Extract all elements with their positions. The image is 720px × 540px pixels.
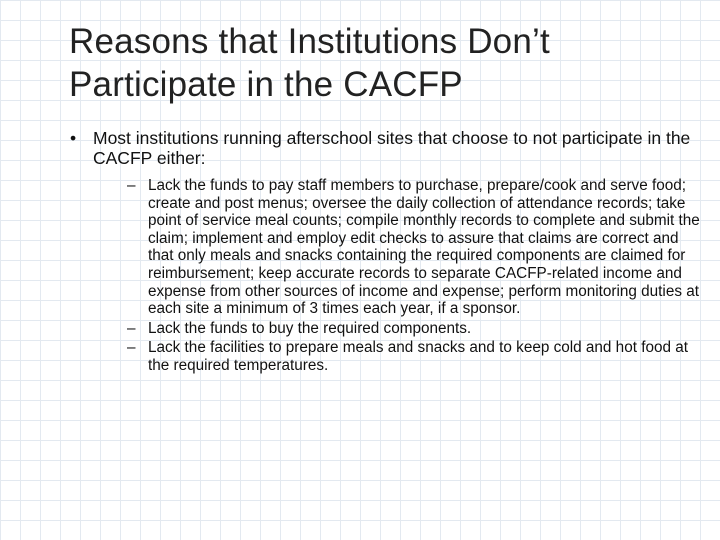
dash-marker: – <box>127 339 136 357</box>
sub-bullet-text: Lack the funds to pay staff members to purchase, prepare/cook and serve food; create and post menus; oversee the daily collection of attendance records; take point of service meal counts; compile monthly records to complete and submit the claim; implement and employ edit checks to assure that claims are correct and that only meals and snacks containing the required components are claimed for reimbursement; keep accurate records to separate CACFP-related income and expense from other sources of income and expense; perform monitoring duties at each site a minimum of 3 times each year, if a sponsor. <box>148 177 700 318</box>
sub-bullet-item <box>127 339 706 374</box>
bullet-list <box>70 128 706 377</box>
dash-marker: – <box>127 177 136 194</box>
bullet-item <box>70 128 706 168</box>
bullet-marker: • <box>70 128 77 148</box>
sub-bullet-text: Lack the funds to buy the required components. <box>148 319 472 337</box>
bullet-text: Most institutions running afterschool sites that choose to not participate in the CACFP either: <box>93 128 691 168</box>
sub-bullet-list <box>70 177 706 375</box>
slide-title: Reasons that Institutions Don’t Participate in the CACFP <box>69 22 550 104</box>
sub-bullet-text: Lack the facilities to prepare meals and snacks and to keep cold and hot food at the required temperatures. <box>148 339 688 374</box>
sub-bullet-item <box>127 177 706 318</box>
dash-marker: – <box>127 319 136 337</box>
sub-bullet-item <box>127 320 706 338</box>
